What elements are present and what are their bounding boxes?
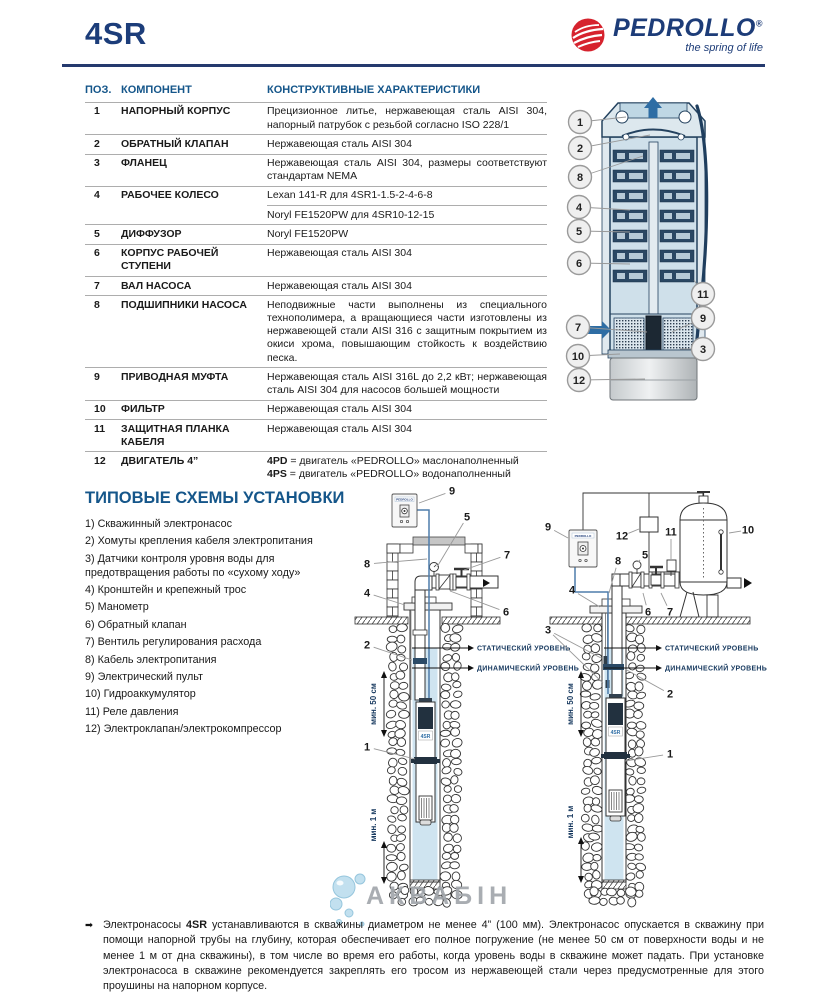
row-characteristics: Нержавеющая сталь AISI 304 [267,279,412,292]
electrovalve-box [640,517,658,532]
min-1m-label: мин. 1 м [369,808,378,842]
wellhead-bracket [404,603,452,610]
table-row-3 [85,154,547,186]
row-characteristics: Нержавеющая сталь AISI 304 [267,403,412,416]
diagram-callout-6: 6 [502,606,510,619]
brand-logo [569,16,763,54]
manometer [633,561,641,569]
footer-paragraph: ➡ Электронасосы 4SR устанавливаются в скважины диаметром не менее 4” (100 мм). Электронасос опускается в скважину при помощи напорной трубы на глубину, которая обеспечивает его полное погружение (не менее 50 см от поверхности воды и не менее 1 м от дна скважины), в том числе во время его работы, когда уровень воды в скважине может падать. При установке электронасоса в скважине рекомендуется закреплять его тросом из нержавеющей стали через предусмотренные для этого проушины на напорном корпусе. [85,919,765,993]
diagram-callout-1: 1 [666,748,674,761]
min-50cm-label: мин. 50 см [566,683,575,725]
svg-text:9: 9 [699,312,707,325]
row-component: ЗАЩИТНАЯ ПЛАНКА КАБЕЛЯ [121,422,230,448]
table-row-9 [85,367,547,399]
legend-item-11: 11) Реле давления [85,705,179,718]
table-row-5 [85,224,547,243]
row-characteristics: 4PD = двигатель «PEDROLLO» маслонаполненный 4PS = двигатель «PEDROLLO» водонаполненный [267,454,519,481]
legend-item-2: 2) Хомуты крепления кабеля электропитания [85,535,313,548]
col-header-pos: ПОЗ. [85,84,112,96]
pump-callout-3 [692,338,715,361]
pump-callout-12 [568,369,591,392]
page-title: 4SR [85,16,147,51]
arrow-bullet-icon: ➡ [85,920,93,931]
legend-item-5: 5) Манометр [85,601,149,614]
svg-text:PEDROLLO: PEDROLLO [574,534,592,538]
table-body [85,102,547,484]
pump-callout-10 [567,345,590,368]
legend-item-6: 6) Обратный клапан [85,618,187,631]
pit-cover [413,537,465,545]
brand-tagline: the spring of life [685,42,763,54]
pump-callout-8 [569,166,592,189]
static-level-label: СТАТИЧЕСКИЙ УРОВЕНЬ [665,645,759,653]
svg-text:1: 1 [576,116,584,129]
table-row-1 [85,102,547,134]
diagram-callout-4: 4 [568,584,576,597]
row-characteristics: Нержавеющая сталь AISI 304 [267,422,412,435]
svg-text:PEDROLLO: PEDROLLO [396,497,413,502]
registered-mark: ® [755,18,763,29]
row-pos: 3 [94,157,100,170]
dynamic-level-label: ДИНАМИЧЕСКИЙ УРОВЕНЬ [477,665,580,673]
row-characteristics: Прецизионное литье, нержавеющая сталь AISI 304, напорный патрубок с резьбой согласно ISO 228/1 [267,105,547,131]
row-component: РАБОЧЕЕ КОЛЕСО [121,189,219,202]
col-header-characteristics: КОНСТРУКТИВНЫЕ ХАРАКТЕРИСТИКИ [267,84,481,96]
diagram-callout-8: 8 [614,555,622,568]
riser-pipe [415,586,425,700]
row-pos: 2 [94,137,100,150]
svg-text:5: 5 [575,225,583,238]
header-divider [62,64,765,67]
filter-mesh [614,318,644,350]
legend-item-9: 9) Электрический пульт [85,671,203,684]
diagram-callout-3: 3 [544,624,552,637]
flow-valve [456,577,467,587]
legend-item-12: 12) Электроклапан/электрокомпрессор [85,723,282,736]
row-pos: 9 [94,370,100,383]
dynamic-level-label: ДИНАМИЧЕСКИЙ УРОВЕНЬ [665,665,768,673]
row-pos: 5 [94,227,100,240]
row-pos: 12 [94,454,106,467]
table-row-8 [85,295,547,367]
well-scheme-right [545,492,767,907]
diagram-callout-5: 5 [463,511,471,524]
row-pos: 1 [94,105,100,118]
row-component: ВАЛ НАСОСА [121,279,192,292]
filter-mesh [663,318,693,350]
row-component: ОБРАТНЫЙ КЛАПАН [121,137,229,150]
outlet-pipe [620,574,675,586]
row-component: ФЛАНЕЦ [121,157,167,170]
row-component: КОРПУС РАБОЧЕЙ СТУПЕНИ [121,247,219,273]
min-50cm-label: мин. 50 см [369,683,378,725]
pump-callout-1 [569,111,592,134]
diagram-callout-2: 2 [666,688,674,701]
diagram-callout-11: 11 [665,526,677,539]
footer-note [85,918,764,995]
section-title: ТИПОВЫЕ СХЕМЫ УСТАНОВКИ [85,489,345,507]
diagram-callout-9: 9 [448,485,456,498]
pump-cutaway-figure [550,92,775,407]
pressure-tank [680,492,727,617]
table-row-11 [85,419,547,451]
row-component: ПРИВОДНАЯ МУФТА [121,370,229,383]
static-level-label: СТАТИЧЕСКИЙ УРОВЕНЬ [477,645,571,653]
min-1m-label: мин. 1 м [566,805,575,839]
diagram-callout-2: 2 [363,639,371,652]
installation-diagrams [350,480,825,920]
diagram-callout-1: 1 [363,741,371,754]
svg-text:4SR: 4SR [420,734,431,740]
diagram-callout-6: 6 [644,606,652,619]
svg-text:4: 4 [575,201,583,214]
legend-item-10: 10) Гидроаккумулятор [85,688,196,701]
pump-callout-5 [568,220,591,243]
cable-clamp [413,658,427,664]
svg-text:4SR: 4SR [610,730,621,736]
pressure-switch [667,560,676,571]
drive-coupling [646,316,661,352]
diagram-callout-8: 8 [363,558,371,571]
row-component: ДИФФУЗОР [121,227,182,240]
svg-text:7: 7 [574,321,582,334]
row-pos: 4 [94,189,100,202]
table-row-7 [85,276,547,295]
diagram-callout-9: 9 [544,521,552,534]
row-characteristics: Noryl FE1520PW [267,227,349,240]
diagram-callout-5: 5 [641,549,649,562]
cable-clamp [603,664,624,670]
row-characteristics: Нержавеющая сталь AISI 304 [267,137,412,150]
svg-text:8: 8 [576,171,584,184]
brand-name: PEDROLLO® [612,14,763,42]
row-pos: 6 [94,247,100,260]
legend-item-7: 7) Вентиль регулирования расхода [85,636,262,649]
table-row-6 [85,244,547,276]
table-row-2 [85,134,547,153]
row-component: НАПОРНЫЙ КОРПУС [121,105,231,118]
pump-callout-7 [567,316,590,339]
row-characteristics: Нержавеющая сталь AISI 304, размеры соответствуют стандартам NEMA [267,157,547,183]
row-characteristics: Нержавеющая сталь AISI 304 [267,247,412,260]
svg-text:11: 11 [697,288,709,301]
pump-callout-9 [692,307,715,330]
col-header-component: КОМПОНЕНТ [121,84,192,96]
pump-shaft [649,142,658,314]
table-row-10 [85,400,547,419]
svg-text:10: 10 [571,350,585,363]
row-pos: 7 [94,279,100,292]
diagram-callout-10: 10 [741,524,755,537]
row-characteristics: Неподвижные части выполнены из специального технополимера, а вращающиеся части изготовлены из нержавеющей стали AISI 316 с защитным покрытием из окиси хрома, повышающим стойкость к воздействию песка. [267,298,547,364]
components-table [85,82,547,484]
pedrollo-swirl-icon [569,16,607,54]
diagram-callout-12: 12 [615,530,629,543]
legend-item-1: 1) Скважинный электронасос [85,518,232,530]
row-pos: 10 [94,403,106,416]
pump-callout-4 [568,196,591,219]
svg-text:3: 3 [699,343,707,356]
row-component: ПОДШИПНИКИ НАСОСА [121,298,247,311]
legend-item-3: 3) Датчики контроля уровня воды для предотвращения работы по «сухому ходу» [85,552,301,579]
row-component: ДВИГАТЕЛЬ 4” [121,454,199,467]
control-panel [569,530,597,567]
legend-item-4: 4) Кронштейн и крепежный трос [85,584,247,597]
table-row-4 [85,186,547,224]
diagram-callout-7: 7 [666,606,674,619]
legend-item-8: 8) Кабель электропитания [85,653,217,666]
row-pos: 8 [94,298,100,311]
row-component: ФИЛЬТР [121,403,165,416]
row-characteristics: Нержавеющая сталь AISI 316L до 2,2 кВт; нержавеющая сталь AISI 304 для насосов большей мощности [267,370,547,397]
row-characteristics: Lexan 141-R для 4SR1-1.5-2-4-6-8 Noryl FE1520PW для 4SR10-12-15 [267,189,547,221]
svg-text:6: 6 [575,257,583,270]
diagram-callout-7: 7 [503,549,511,562]
pump-callout-11 [692,283,715,306]
level-probe [604,656,608,664]
watermark-text: АКВАБІН [366,882,513,910]
diagram-callout-4: 4 [363,587,371,600]
riser-pipe [612,580,622,696]
pump-callout-6 [568,252,591,275]
svg-text:12: 12 [572,374,586,387]
control-panel [392,494,417,527]
flow-valve [651,575,661,585]
installation-legend [85,518,359,741]
flow-arrow-icon [744,578,752,588]
table-header [85,82,547,102]
pump-callout-2 [569,137,592,160]
well-scheme-left [355,486,579,909]
row-pos: 11 [94,422,106,435]
svg-text:2: 2 [576,142,584,155]
